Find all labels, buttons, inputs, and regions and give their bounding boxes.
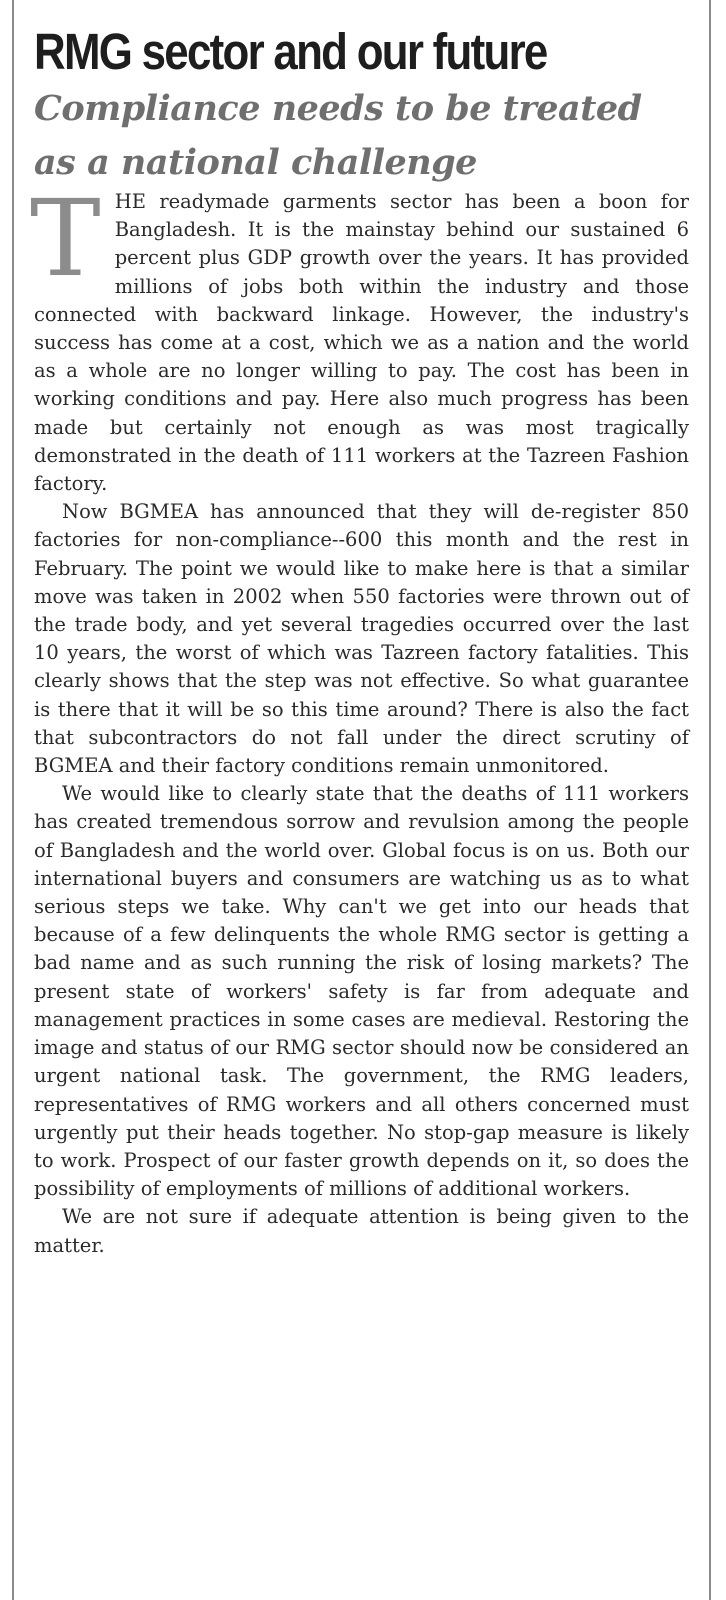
headline: RMG sector and our future [34, 23, 547, 80]
editorial-article [30, 22, 689, 1260]
paragraph-1-text: HE readymade garments sector has been a boon for Bangladesh. It is the mainstay behind our sustained 6 percent plus GDP growth over the years. It has provided millions of jobs both within the industry and those connected with backward linkage. However, the industry's success has come at a cost, which we as a nation and the world as a whole are no longer willing to pay. The cost has been in working conditions and pay. Here also much progress has been made but certainly not enough as was most tragically demonstrated in the death of 111 workers at the Tazreen Fashion factory. [34, 190, 689, 496]
paragraph-3: We would like to clearly state that the deaths of 111 workers has created tremendous sorrow and revulsion among the people of Bangladesh and the world over. Global focus is on us. Both our international buyers and consumers are watching us as to what serious steps we take. Why can't we get into our heads that because of a few delinquents the whole RMG sector is getting a bad name and as such running the risk of losing markets? The present state of workers' safety is far from adequate and management practices in some cases are medieval. Restoring the image and status of our RMG sector should now be considered an urgent national task. The government, the RMG leaders, representatives of RMG workers and all others concerned must urgently put their heads together. No stop-gap measure is likely to work. Prospect of our faster growth depends on it, so does the possibility of employments of millions of additional workers. [34, 782, 689, 1201]
left-column-rule [12, 0, 14, 1600]
right-column-rule [709, 0, 711, 1600]
subheadline: Compliance needs to be treated as a national challenge [34, 88, 642, 183]
paragraph-4: We are not sure if adequate attention is being given to the matter. [34, 1205, 689, 1257]
article-body [30, 177, 689, 1260]
drop-cap: T [30, 177, 101, 300]
paragraph-2: Now BGMEA has announced that they will de-register 850 factories for non-compliance--600 this month and the rest in February. The point we would like to make here is that a similar move was taken in 2002 when 550 factories were thrown out of the trade body, and yet several tragedies occurred over the last 10 years, the worst of which was Tazreen factory fatalities. This clearly shows that the step was not effective. So what guarantee is there that it will be so this time around? There is also the fact that subcontractors do not fall under the direct scrutiny of BGMEA and their factory conditions remain unmonitored. [34, 500, 689, 778]
paragraph-1 [30, 177, 689, 498]
